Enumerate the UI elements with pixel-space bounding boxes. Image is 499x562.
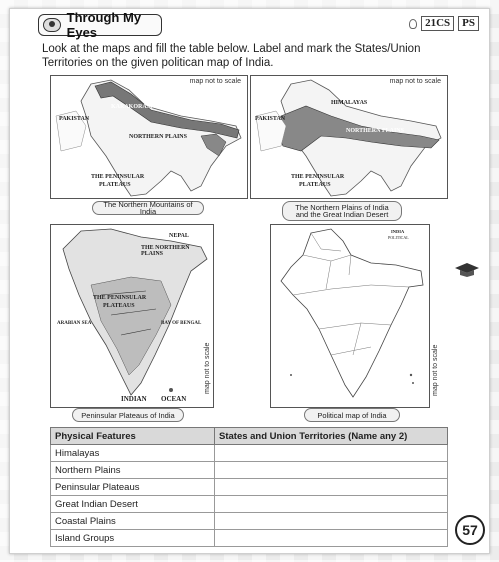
- table-row: [51, 530, 448, 547]
- map4-caption: Political map of India: [304, 408, 400, 422]
- map3-label-indian: INDIAN: [121, 395, 147, 403]
- map2-label-peninsular: THE PENINSULAR: [291, 174, 345, 180]
- feature-cell: Peninsular Plateaus: [51, 479, 215, 496]
- skill-tags: [409, 16, 479, 31]
- graduation-cap-icon: [455, 263, 479, 277]
- answer-cell[interactable]: [215, 513, 448, 530]
- table-row: [51, 513, 448, 530]
- map2-caption-line1: The Northern Plains of India: [295, 203, 389, 212]
- map-political-india: [270, 224, 430, 408]
- features-table: [50, 427, 448, 547]
- map2-label-northern-plains: NORTHERN PLAINS: [346, 128, 404, 134]
- header-physical-features: Physical Features: [51, 428, 215, 445]
- map3-label-ocean: OCEAN: [161, 395, 187, 403]
- map3-label-arabian-sea: ARABIAN SEA: [57, 321, 92, 326]
- map4-label-india: INDIA: [391, 229, 405, 234]
- page-number: 57: [455, 515, 485, 545]
- tag-ps: PS: [458, 16, 479, 31]
- table-row: [51, 479, 448, 496]
- map4-scale-note: map not to scale: [432, 344, 439, 396]
- eye-icon: [43, 18, 61, 32]
- map1-label-northern-plains: NORTHERN PLAINS: [129, 134, 187, 140]
- map-northern-plains: [250, 75, 448, 199]
- answer-cell[interactable]: [215, 462, 448, 479]
- map3-caption: Peninsular Plateaus of India: [72, 408, 184, 422]
- feature-cell: Himalayas: [51, 445, 215, 462]
- feature-cell: Northern Plains: [51, 462, 215, 479]
- table-row: [51, 496, 448, 513]
- instruction-text: Look at the maps and fill the table below. Label and mark the States/Union Territories on the given politican map of India.: [42, 43, 421, 69]
- header-states-uts: States and Union Territories (Name any 2): [215, 428, 448, 445]
- table-row: [51, 462, 448, 479]
- feature-cell: Great Indian Desert: [51, 496, 215, 513]
- lightbulb-icon: [409, 19, 417, 29]
- map2-scale-note: map not to scale: [389, 78, 441, 85]
- map1-label-pakistan: PAKISTAN: [59, 116, 90, 122]
- table-row: [51, 445, 448, 462]
- table-header-row: [51, 428, 448, 445]
- map2-caption-line2: and the Great Indian Desert: [295, 210, 389, 219]
- section-header: [38, 10, 162, 40]
- feature-cell: Island Groups: [51, 530, 215, 547]
- map3-label-northern-plains: THE NORTHERN PLAINS: [141, 245, 190, 257]
- answer-cell[interactable]: [215, 445, 448, 462]
- map-peninsular-plateaus: [50, 224, 214, 408]
- map-northern-mountains: [50, 75, 248, 199]
- map1-label-peninsular: THE PENINSULAR: [91, 174, 145, 180]
- map2-label-plateaus: PLATEAUS: [299, 182, 331, 188]
- map3-scale-note: map not to scale: [204, 342, 211, 394]
- map2-label-pakistan: PAKISTAN: [255, 116, 286, 122]
- answer-cell[interactable]: [215, 530, 448, 547]
- feature-cell: Coastal Plains: [51, 513, 215, 530]
- map3-label-plateaus: PLATEAUS: [103, 303, 135, 309]
- map1-label-plateaus: PLATEAUS: [99, 182, 131, 188]
- map1-label-karakoram: KARAKORAM: [111, 104, 153, 110]
- map3-label-bay-of-bengal: BAY OF BENGAL: [161, 321, 202, 326]
- tag-21: 21CS: [421, 16, 454, 31]
- answer-cell[interactable]: [215, 479, 448, 496]
- answer-cell[interactable]: [215, 496, 448, 513]
- map3-label-peninsular: THE PENINSULAR: [93, 295, 147, 301]
- map2-label-himalayas: HIMALAYAS: [331, 100, 368, 106]
- map-political-india-drawing: [271, 225, 429, 407]
- map3-label-nepal: NEPAL: [169, 233, 189, 239]
- map2-caption: [282, 201, 402, 221]
- map1-caption: The Northern Mountains of India: [92, 201, 204, 215]
- section-title: Through My Eyes: [66, 10, 142, 40]
- map4-label-political: POLITICAL: [388, 235, 409, 240]
- map1-scale-note: map not to scale: [189, 78, 241, 85]
- map-northern-plains-drawing: [251, 76, 447, 198]
